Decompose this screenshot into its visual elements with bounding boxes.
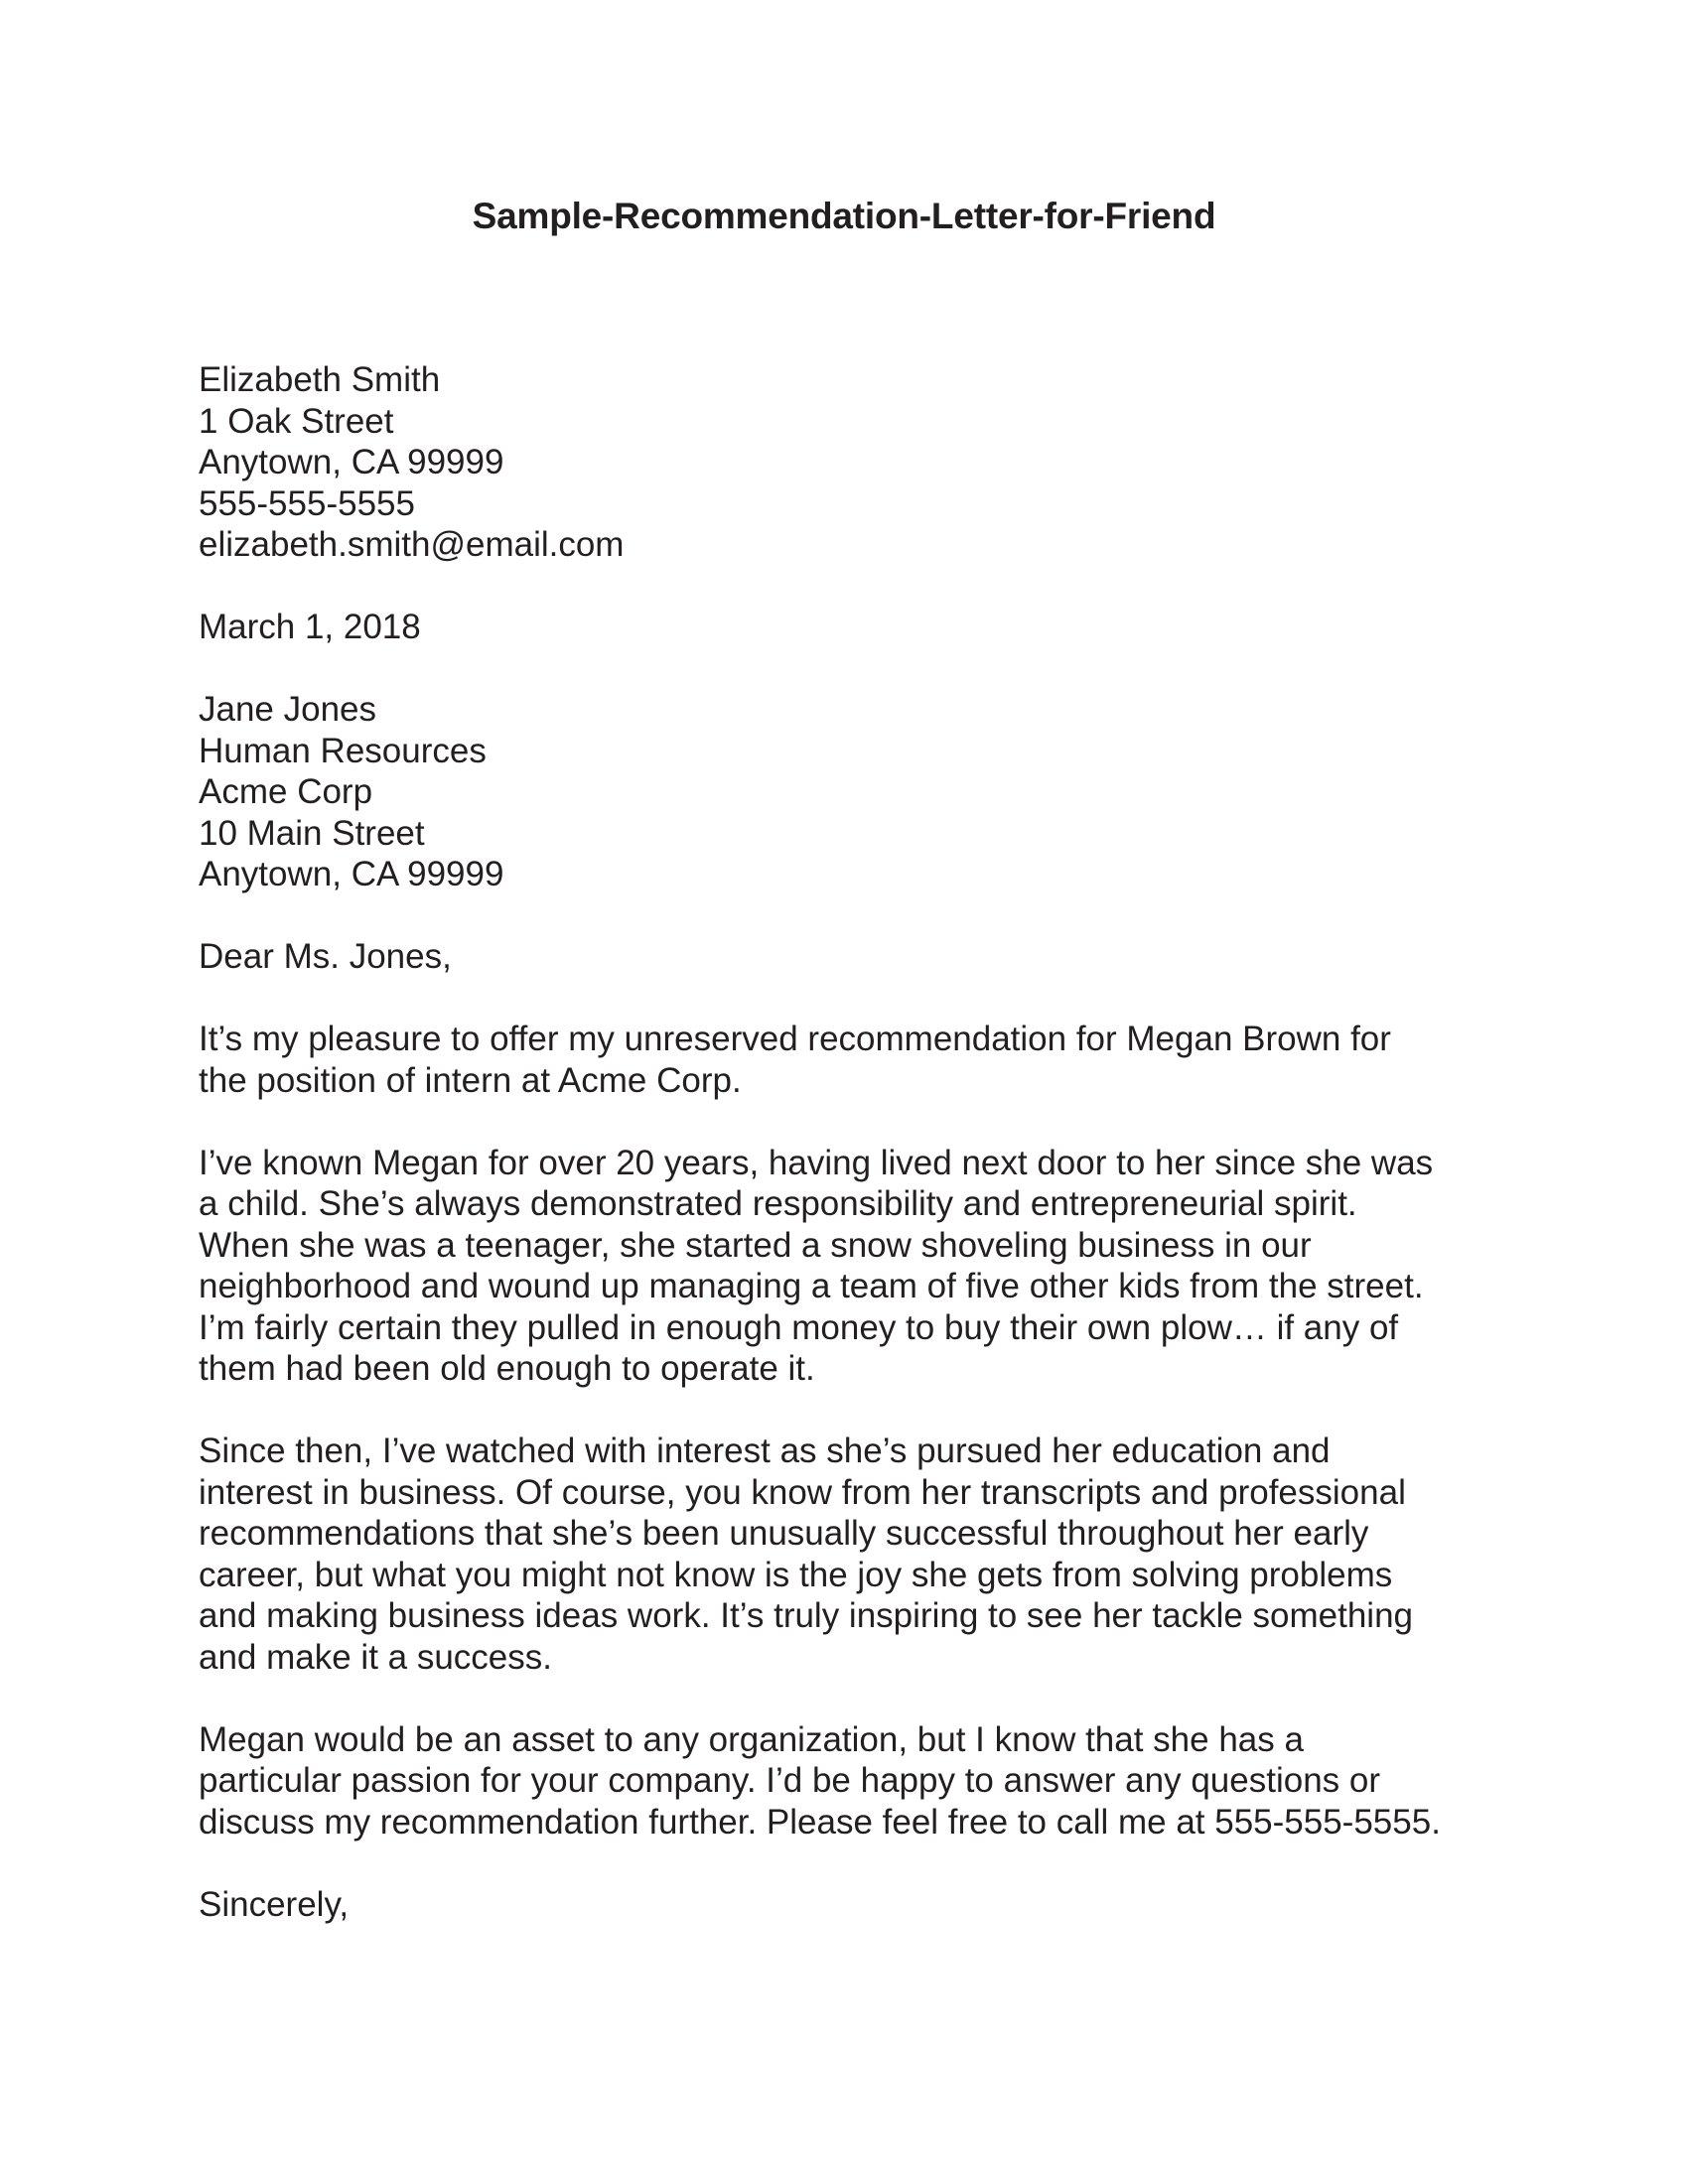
sender-address (199, 359, 1489, 566)
paragraph-line: them had been old enough to operate it. (199, 1349, 815, 1388)
recipient-company: Acme Corp (199, 772, 373, 811)
paragraph-1 (199, 1019, 1489, 1101)
paragraph-2 (199, 1143, 1489, 1390)
letter-date (199, 607, 1489, 648)
paragraph-line: neighborhood and wound up managing a team of five other kids from the street. (199, 1267, 1424, 1305)
sender-name: Elizabeth Smith (199, 360, 441, 399)
sender-city: Anytown, CA 99999 (199, 443, 504, 481)
document-title: Sample-Recommendation-Letter-for-Friend (472, 196, 1216, 236)
paragraph-line: recommendations that she’s been unusually successful throughout her early (199, 1514, 1369, 1553)
date-text: March 1, 2018 (199, 608, 421, 646)
paragraph-line: Megan would be an asset to any organization, but I know that she has a (199, 1719, 1304, 1759)
sender-street: 1 Oak Street (199, 401, 394, 441)
paragraph-line: particular passion for your company. I’d be happy to answer any questions or (199, 1761, 1380, 1800)
letter-body (199, 359, 1489, 1967)
closing-text: Sincerely, (199, 1884, 350, 1924)
sender-phone: 555-555-5555 (199, 483, 415, 523)
recipient-name: Jane Jones (199, 690, 377, 729)
paragraph-line: I’ve known Megan for over 20 years, having lived next door to her since she was (199, 1143, 1434, 1182)
recipient-street: 10 Main Street (199, 813, 425, 853)
paragraph-line: and make it a success. (199, 1637, 552, 1677)
recipient-city: Anytown, CA 99999 (199, 855, 504, 893)
paragraph-line: When she was a teenager, she started a snow shoveling business in our (199, 1225, 1312, 1265)
paragraph-3 (199, 1431, 1489, 1678)
paragraph-line: and making business ideas work. It’s truly inspiring to see her tackle something (199, 1596, 1414, 1635)
paragraph-line: a child. She’s always demonstrated responsibility and entrepreneurial spirit. (199, 1184, 1357, 1223)
closing (199, 1884, 1489, 1926)
paragraph-line: career, but what you might not know is the joy she gets from solving problems (199, 1555, 1393, 1594)
paragraph-line: Since then, I’ve watched with interest as she’s pursued her education and (199, 1432, 1331, 1470)
salutation-text: Dear Ms. Jones, (199, 937, 452, 976)
paragraph-4 (199, 1719, 1489, 1843)
paragraph-line: discuss my recommendation further. Please feel free to call me at 555-555-5555. (199, 1802, 1441, 1842)
paragraph-line: It’s my pleasure to offer my unreserved recommendation for Megan Brown for (199, 1020, 1391, 1058)
recipient-department: Human Resources (199, 731, 487, 770)
sender-email: elizabeth.smith@email.com (199, 525, 625, 564)
paragraph-line: I’m fairly certain they pulled in enough money to buy their own plow… if any of (199, 1307, 1399, 1347)
paragraph-line: interest in business. Of course, you know from her transcripts and professional (199, 1472, 1406, 1512)
paragraph-line: the position of intern at Acme Corp. (199, 1060, 742, 1100)
salutation (199, 936, 1489, 978)
recipient-address (199, 689, 1489, 895)
